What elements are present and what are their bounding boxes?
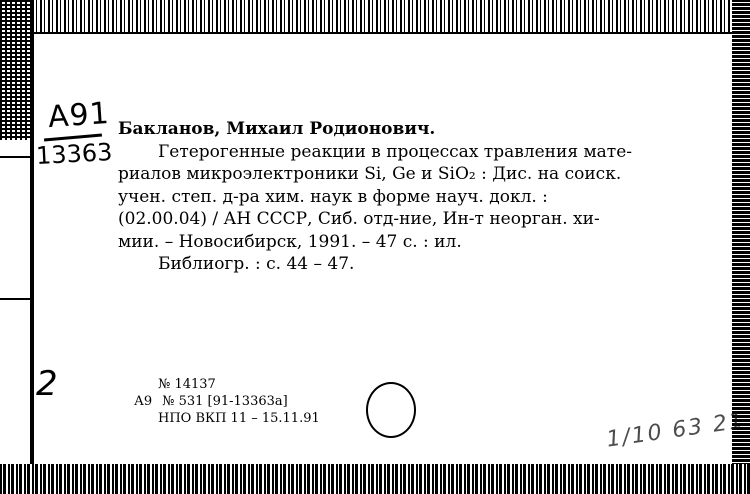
title-line: Гетерогенные реакции в процессах травления мате-: [158, 141, 633, 162]
bibliography-note: Библиогр. : с. 44 – 47.: [158, 254, 355, 274]
margin-tick: [0, 298, 34, 300]
round-stamp: [366, 382, 416, 438]
scan-edge-top: [0, 0, 750, 34]
author: Бакланов, Михаил Родионович.: [118, 119, 436, 139]
npo-value: НПО ВКП 11 – 15.11.91: [158, 411, 320, 426]
handwritten-mark: 2: [36, 364, 58, 404]
number-row: [134, 376, 320, 393]
scan-edge-left-gap: [0, 140, 30, 470]
accession-number: 13363: [35, 138, 114, 170]
number-label: №: [158, 377, 171, 392]
scan-edge-bottom: [0, 464, 750, 494]
title-line: риалов микроэлектроники Si, Ge и SiO₂ : Дис. на соиск.: [118, 164, 622, 184]
margin-tick: [0, 156, 34, 158]
shelfmark: A91: [46, 95, 111, 136]
a9-row: [134, 393, 320, 410]
title-line: (02.00.04) / АН СССР, Сиб. отд-ние, Ин-т неорган. хи-: [118, 209, 600, 229]
number-value: 14137: [174, 377, 216, 392]
imprint-line: мии. – Новосибирск, 1991. – 47 с. : ил.: [118, 231, 462, 252]
registration-block: [134, 376, 320, 427]
catalog-entry: [118, 118, 678, 276]
npo-row: [134, 410, 320, 427]
a9-label: А9: [134, 394, 153, 409]
a9-value: № 531 [91-13363a]: [162, 394, 288, 409]
title-line: учен. степ. д-ра хим. наук в форме науч. докл. :: [118, 186, 548, 207]
corner-scribble: 1/10 63 21: [604, 408, 747, 453]
